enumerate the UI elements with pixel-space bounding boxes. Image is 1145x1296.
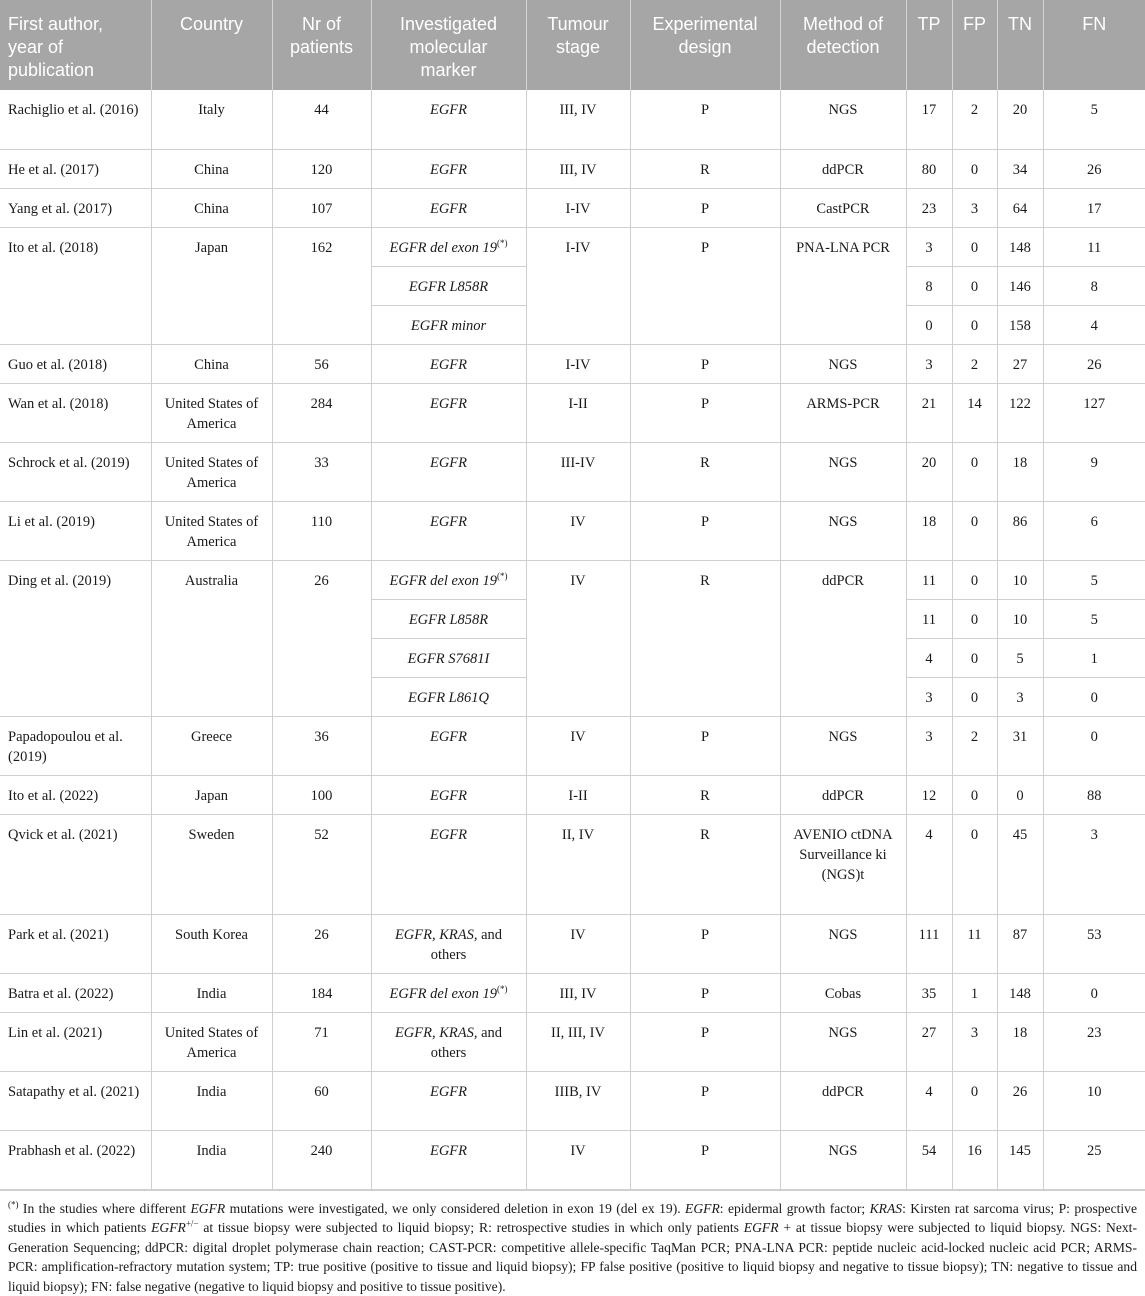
footnote-text: mutations were investigated, we only considered deletion in exon 19 (del ex 19). [225, 1200, 686, 1216]
cell-design: P [630, 227, 780, 344]
cell-tp: 11 [906, 599, 952, 638]
cell-method: NGS [780, 716, 906, 775]
cell-tn: 27 [997, 344, 1043, 383]
cell-tp: 21 [906, 383, 952, 442]
cell-tn: 5 [997, 638, 1043, 677]
cell-stage: II, III, IV [526, 1012, 630, 1071]
cell-stage: I-II [526, 383, 630, 442]
footnote-text: : Kirsten rat sarcoma virus; P: prospective studies in which patients [8, 1200, 1137, 1235]
cell-author: Rachiglio et al. (2016) [0, 90, 151, 149]
cell-fp: 0 [952, 1071, 997, 1130]
cell-patients: 110 [272, 501, 371, 560]
marker-genes: EGFR, KRAS, [394, 1024, 478, 1041]
cell-method: NGS [780, 501, 906, 560]
cell-marker: EGFR [371, 716, 526, 775]
cell-stage: IV [526, 1130, 630, 1189]
table-row [0, 775, 1145, 814]
cell-tp: 0 [906, 305, 952, 344]
header-design: Experimental design [630, 0, 780, 90]
cell-fn: 4 [1043, 305, 1145, 344]
marker-text: EGFR del exon 19 [389, 239, 497, 256]
cell-tp: 11 [906, 560, 952, 599]
cell-tp: 80 [906, 149, 952, 188]
cell-design: P [630, 383, 780, 442]
header-marker: Investigated molecular marker [371, 0, 526, 90]
cell-patients: 44 [272, 90, 371, 149]
cell-country: United States of America [151, 1012, 272, 1071]
cell-fn: 3 [1043, 814, 1145, 914]
cell-fn: 5 [1043, 599, 1145, 638]
cell-method: Cobas [780, 973, 906, 1012]
cell-method: NGS [780, 914, 906, 973]
table-row [0, 501, 1145, 560]
cell-design: P [630, 501, 780, 560]
cell-fp: 11 [952, 914, 997, 973]
cell-fp: 0 [952, 149, 997, 188]
cell-tn: 26 [997, 1071, 1043, 1130]
table-row [0, 149, 1145, 188]
cell-marker: EGFR minor [371, 305, 526, 344]
cell-marker: EGFR [371, 1130, 526, 1189]
cell-tp: 20 [906, 442, 952, 501]
cell-patients: 52 [272, 814, 371, 914]
cell-author: Li et al. (2019) [0, 501, 151, 560]
cell-stage: IV [526, 560, 630, 716]
cell-country: China [151, 149, 272, 188]
cell-tn: 0 [997, 775, 1043, 814]
cell-patients: 56 [272, 344, 371, 383]
cell-marker: EGFR L858R [371, 266, 526, 305]
cell-stage: III, IV [526, 149, 630, 188]
cell-tp: 3 [906, 227, 952, 266]
table-row [0, 344, 1145, 383]
cell-tp: 12 [906, 775, 952, 814]
cell-stage: III-IV [526, 442, 630, 501]
cell-tn: 122 [997, 383, 1043, 442]
cell-patients: 240 [272, 1130, 371, 1189]
table-row [0, 227, 1145, 266]
cell-tn: 86 [997, 501, 1043, 560]
footnote-text: + at tissue biopsy were subjected to liquid biopsy. NGS: Next-Generation Sequencing; ddPCR: digital droplet polymerase chain reaction; CAST-PCR: competitive allele-specific TaqMan PCR; PNA-LNA PCR: peptide nucleic acid-locked nucleic acid PCR; ARMS-PCR: amplification-refractory mutation system; TP: true positive (positive to tissue and liquid biopsy); FP false positive (positive to liquid biopsy and negative to tissue biopsy); TN: negative to tissue and liquid biopsy); FN: false negative (negative to liquid biopsy and positive to tissue positive). [8, 1220, 1137, 1294]
marker-genes: EGFR, KRAS, [394, 926, 478, 943]
table-row [0, 560, 1145, 599]
cell-tp: 8 [906, 266, 952, 305]
cell-marker: EGFR L861Q [371, 677, 526, 716]
cell-stage: I-IV [526, 227, 630, 344]
cell-design: P [630, 90, 780, 149]
cell-country: United States of America [151, 442, 272, 501]
table-row [0, 90, 1145, 149]
cell-tn: 18 [997, 1012, 1043, 1071]
footnote-text: : epidermal growth factor; [719, 1200, 870, 1216]
cell-fn: 6 [1043, 501, 1145, 560]
header-country: Country [151, 0, 272, 90]
cell-fn: 5 [1043, 90, 1145, 149]
footnote-marker: (*) [8, 1198, 19, 1209]
marker-text: EGFR del exon 19 [389, 985, 497, 1002]
cell-tp: 3 [906, 716, 952, 775]
cell-fp: 14 [952, 383, 997, 442]
cell-author: Ito et al. (2018) [0, 227, 151, 344]
cell-country: Sweden [151, 814, 272, 914]
table-row [0, 814, 1145, 914]
cell-fp: 16 [952, 1130, 997, 1189]
cell-marker [371, 1012, 526, 1071]
cell-fp: 0 [952, 677, 997, 716]
cell-fp: 2 [952, 344, 997, 383]
footnote-gene: EGFR [685, 1200, 720, 1216]
cell-tp: 18 [906, 501, 952, 560]
cell-author: Lin et al. (2021) [0, 1012, 151, 1071]
cell-method: AVENIO ctDNA Surveillance ki (NGS)t [780, 814, 906, 914]
cell-tp: 3 [906, 344, 952, 383]
cell-fp: 0 [952, 227, 997, 266]
cell-fp: 0 [952, 442, 997, 501]
cell-tn: 64 [997, 188, 1043, 227]
cell-design: P [630, 973, 780, 1012]
cell-fn: 17 [1043, 188, 1145, 227]
cell-tn: 10 [997, 599, 1043, 638]
cell-method: NGS [780, 344, 906, 383]
cell-design: P [630, 716, 780, 775]
cell-patients: 184 [272, 973, 371, 1012]
cell-method: NGS [780, 90, 906, 149]
cell-method: ddPCR [780, 560, 906, 716]
cell-author: Guo et al. (2018) [0, 344, 151, 383]
cell-patients: 60 [272, 1071, 371, 1130]
cell-tp: 4 [906, 814, 952, 914]
cell-marker: EGFR [371, 383, 526, 442]
table-header [0, 0, 1145, 90]
cell-country: Greece [151, 716, 272, 775]
cell-tn: 158 [997, 305, 1043, 344]
cell-design: P [630, 914, 780, 973]
table-footnote [0, 1190, 1145, 1296]
cell-tp: 35 [906, 973, 952, 1012]
cell-fp: 0 [952, 638, 997, 677]
cell-tn: 34 [997, 149, 1043, 188]
cell-fp: 0 [952, 560, 997, 599]
cell-fp: 0 [952, 775, 997, 814]
cell-marker [371, 973, 526, 1012]
cell-design: R [630, 442, 780, 501]
header-tp: TP [906, 0, 952, 90]
cell-marker: EGFR [371, 442, 526, 501]
cell-fn: 9 [1043, 442, 1145, 501]
table-row [0, 973, 1145, 1012]
cell-marker: EGFR [371, 90, 526, 149]
cell-author: Yang et al. (2017) [0, 188, 151, 227]
header-fp: FP [952, 0, 997, 90]
header-method: Method of detection [780, 0, 906, 90]
cell-author: Batra et al. (2022) [0, 973, 151, 1012]
cell-fn: 11 [1043, 227, 1145, 266]
cell-marker: EGFR [371, 1071, 526, 1130]
cell-fp: 1 [952, 973, 997, 1012]
cell-fn: 1 [1043, 638, 1145, 677]
cell-fn: 25 [1043, 1130, 1145, 1189]
cell-design: P [630, 1130, 780, 1189]
cell-patients: 71 [272, 1012, 371, 1071]
footnote-text: at tissue biopsy were subjected to liquid biopsy; R: retrospective studies in which only patients [198, 1220, 744, 1235]
cell-tp: 4 [906, 1071, 952, 1130]
cell-patients: 284 [272, 383, 371, 442]
cell-fn: 23 [1043, 1012, 1145, 1071]
table-row [0, 1012, 1145, 1071]
footnote-gene: EGFR [151, 1220, 186, 1235]
header-stage: Tumour stage [526, 0, 630, 90]
cell-tn: 31 [997, 716, 1043, 775]
cell-tp: 111 [906, 914, 952, 973]
cell-marker: EGFR [371, 775, 526, 814]
header-tn: TN [997, 0, 1043, 90]
cell-country: South Korea [151, 914, 272, 973]
cell-tp: 23 [906, 188, 952, 227]
cell-design: R [630, 814, 780, 914]
cell-design: P [630, 1071, 780, 1130]
cell-country: Japan [151, 775, 272, 814]
cell-tn: 45 [997, 814, 1043, 914]
cell-marker: EGFR S7681I [371, 638, 526, 677]
cell-author: Prabhash et al. (2022) [0, 1130, 151, 1189]
cell-method: NGS [780, 442, 906, 501]
header-patients: Nr of patients [272, 0, 371, 90]
footnote-superscript: +/− [185, 1218, 199, 1229]
footnote-gene: KRAS [869, 1200, 903, 1216]
cell-design: P [630, 344, 780, 383]
cell-patients: 162 [272, 227, 371, 344]
table-row [0, 914, 1145, 973]
footnote-marker: (*) [497, 983, 508, 994]
cell-country: United States of America [151, 501, 272, 560]
cell-country: India [151, 1130, 272, 1189]
cell-stage: II, IV [526, 814, 630, 914]
cell-fn: 26 [1043, 344, 1145, 383]
cell-method: CastPCR [780, 188, 906, 227]
cell-country: India [151, 1071, 272, 1130]
cell-marker: EGFR L858R [371, 599, 526, 638]
cell-fp: 0 [952, 305, 997, 344]
cell-author: Wan et al. (2018) [0, 383, 151, 442]
table-row [0, 442, 1145, 501]
cell-fp: 2 [952, 90, 997, 149]
footnote-text: In the studies where different [18, 1200, 191, 1216]
cell-country: Japan [151, 227, 272, 344]
cell-fp: 3 [952, 1012, 997, 1071]
cell-stage: I-IV [526, 188, 630, 227]
marker-rest: and others [430, 1024, 503, 1061]
cell-method: ddPCR [780, 775, 906, 814]
cell-country: United States of America [151, 383, 272, 442]
cell-fp: 0 [952, 599, 997, 638]
cell-fn: 26 [1043, 149, 1145, 188]
footnote-marker: (*) [497, 570, 508, 581]
cell-marker: EGFR [371, 188, 526, 227]
cell-method: ddPCR [780, 1071, 906, 1130]
cell-tn: 148 [997, 973, 1043, 1012]
footnote-gene: EGFR [190, 1200, 226, 1216]
cell-fp: 0 [952, 814, 997, 914]
cell-method: NGS [780, 1130, 906, 1189]
header-fn: FN [1043, 0, 1145, 90]
cell-author: Schrock et al. (2019) [0, 442, 151, 501]
cell-design: P [630, 1012, 780, 1071]
cell-country: China [151, 188, 272, 227]
cell-fn: 127 [1043, 383, 1145, 442]
cell-fn: 53 [1043, 914, 1145, 973]
cell-tn: 87 [997, 914, 1043, 973]
cell-patients: 33 [272, 442, 371, 501]
cell-author: Ding et al. (2019) [0, 560, 151, 716]
cell-marker: EGFR [371, 814, 526, 914]
cell-fp: 0 [952, 266, 997, 305]
cell-design: P [630, 188, 780, 227]
cell-fp: 0 [952, 501, 997, 560]
table-row [0, 1130, 1145, 1189]
table-row [0, 188, 1145, 227]
cell-marker: EGFR [371, 149, 526, 188]
cell-marker [371, 914, 526, 973]
cell-fn: 8 [1043, 266, 1145, 305]
marker-text: EGFR del exon 19 [389, 572, 497, 589]
cell-marker [371, 227, 526, 266]
cell-fn: 0 [1043, 716, 1145, 775]
cell-marker [371, 560, 526, 599]
cell-author: Satapathy et al. (2021) [0, 1071, 151, 1130]
cell-design: R [630, 560, 780, 716]
cell-patients: 120 [272, 149, 371, 188]
cell-fp: 3 [952, 188, 997, 227]
cell-country: China [151, 344, 272, 383]
footnote-marker: (*) [497, 237, 508, 248]
cell-fn: 10 [1043, 1071, 1145, 1130]
cell-author: Qvick et al. (2021) [0, 814, 151, 914]
cell-author: Papadopoulou et al. (2019) [0, 716, 151, 775]
cell-method: ddPCR [780, 149, 906, 188]
cell-tn: 3 [997, 677, 1043, 716]
cell-stage: IV [526, 716, 630, 775]
cell-method: PNA-LNA PCR [780, 227, 906, 344]
cell-method: NGS [780, 1012, 906, 1071]
cell-tn: 145 [997, 1130, 1043, 1189]
cell-country: India [151, 973, 272, 1012]
cell-fn: 0 [1043, 677, 1145, 716]
cell-author: Ito et al. (2022) [0, 775, 151, 814]
cell-fn: 88 [1043, 775, 1145, 814]
cell-tn: 10 [997, 560, 1043, 599]
cell-stage: IIIB, IV [526, 1071, 630, 1130]
cell-design: R [630, 775, 780, 814]
cell-stage: III, IV [526, 973, 630, 1012]
cell-patients: 26 [272, 914, 371, 973]
cell-tp: 27 [906, 1012, 952, 1071]
cell-stage: III, IV [526, 90, 630, 149]
table-row [0, 716, 1145, 775]
footnote-gene: EGFR [743, 1220, 779, 1235]
cell-method: ARMS-PCR [780, 383, 906, 442]
table-row [0, 383, 1145, 442]
cell-tp: 54 [906, 1130, 952, 1189]
cell-country: Australia [151, 560, 272, 716]
cell-tp: 4 [906, 638, 952, 677]
cell-patients: 100 [272, 775, 371, 814]
header-author: First author, year of publication [0, 0, 151, 90]
cell-author: He et al. (2017) [0, 149, 151, 188]
cell-patients: 26 [272, 560, 371, 716]
cell-tn: 18 [997, 442, 1043, 501]
cell-stage: I-II [526, 775, 630, 814]
cell-stage: IV [526, 501, 630, 560]
table-row [0, 1071, 1145, 1130]
cell-stage: I-IV [526, 344, 630, 383]
cell-tn: 146 [997, 266, 1043, 305]
cell-tn: 20 [997, 90, 1043, 149]
cell-design: R [630, 149, 780, 188]
cell-tn: 148 [997, 227, 1043, 266]
cell-tp: 3 [906, 677, 952, 716]
cell-fp: 2 [952, 716, 997, 775]
cell-patients: 36 [272, 716, 371, 775]
cell-marker: EGFR [371, 501, 526, 560]
cell-marker: EGFR [371, 344, 526, 383]
cell-fn: 0 [1043, 973, 1145, 1012]
cell-fn: 5 [1043, 560, 1145, 599]
cell-patients: 107 [272, 188, 371, 227]
marker-rest: and others [430, 926, 503, 963]
cell-tp: 17 [906, 90, 952, 149]
cell-author: Park et al. (2021) [0, 914, 151, 973]
cell-country: Italy [151, 90, 272, 149]
cell-stage: IV [526, 914, 630, 973]
